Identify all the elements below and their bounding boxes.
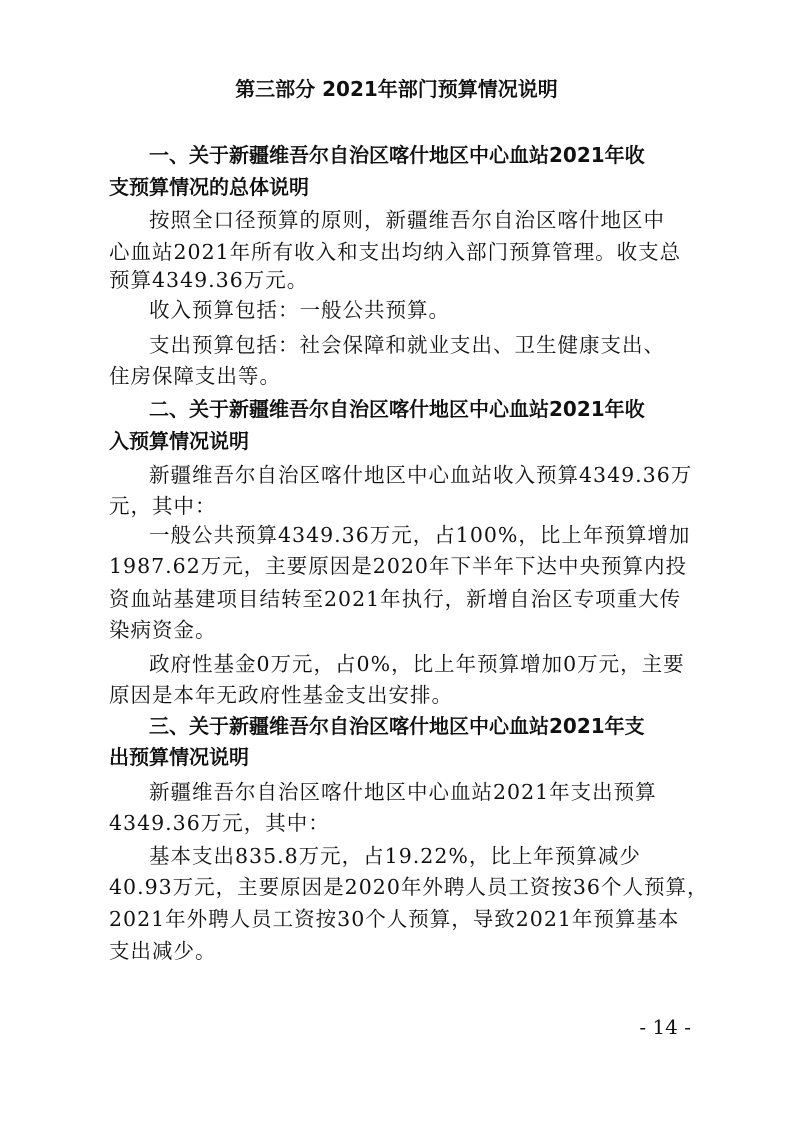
section-1-heading-line-1: 一、关于新疆维吾尔自治区喀什地区中心血站2021年收: [149, 143, 645, 167]
paragraph-line: 支出减少。: [109, 939, 217, 963]
section-1-heading-line-2: 支预算情况的总体说明: [109, 175, 309, 199]
paragraph-line: 40.93万元，主要原因是2020年外聘人员工资按36个人预算，: [109, 875, 709, 899]
section-3-heading-line-2: 出预算情况说明: [109, 745, 249, 769]
paragraph-line: 1987.62万元，主要原因是2020年下半年下达中央预算内投: [109, 554, 687, 578]
paragraph-line: 收入预算包括：一般公共预算。: [149, 298, 450, 322]
page-title: 第三部分 2021年部门预算情况说明: [235, 77, 558, 101]
paragraph-line: 预算4349.36万元。: [109, 268, 309, 292]
section-2-heading-line-2: 入预算情况说明: [109, 429, 249, 453]
section-2-heading-line-1: 二、关于新疆维吾尔自治区喀什地区中心血站2021年收: [149, 397, 645, 421]
paragraph-line: 4349.36万元，其中：: [109, 811, 330, 835]
paragraph-line: 支出预算包括：社会保障和就业支出、卫生健康支出、: [149, 333, 665, 357]
paragraph-line: 染病资金。: [109, 618, 217, 642]
paragraph-line: 资血站基建项目结转至2021年执行，新增自治区专项重大传: [109, 587, 682, 611]
paragraph-line: 新疆维吾尔自治区喀什地区中心血站收入预算4349.36万: [149, 463, 693, 487]
paragraph-line: 政府性基金0万元，占0%，比上年预算增加0万元，主要: [149, 652, 685, 676]
section-3-heading-line-1: 三、关于新疆维吾尔自治区喀什地区中心血站2021年支: [149, 714, 645, 738]
paragraph-line: 基本支出835.8万元，占19.22%，比上年预算减少: [149, 844, 641, 868]
page-number: - 14 -: [639, 1015, 691, 1039]
paragraph-line: 新疆维吾尔自治区喀什地区中心血站2021年支出预算: [149, 780, 657, 804]
paragraph-line: 心血站2021年所有收入和支出均纳入部门预算管理。收支总: [109, 240, 682, 264]
paragraph-line: 原因是本年无政府性基金支出安排。: [109, 683, 453, 707]
paragraph-line: 元，其中：: [109, 494, 217, 518]
paragraph-line: 一般公共预算4349.36万元，占100%，比上年预算增加: [149, 523, 691, 547]
paragraph-line: 2021年外聘人员工资按30个人预算，导致2021年预算基本: [109, 907, 680, 931]
paragraph-line: 按照全口径预算的原则，新疆维吾尔自治区喀什地区中: [149, 208, 665, 232]
paragraph-line: 住房保障支出等。: [109, 364, 281, 388]
